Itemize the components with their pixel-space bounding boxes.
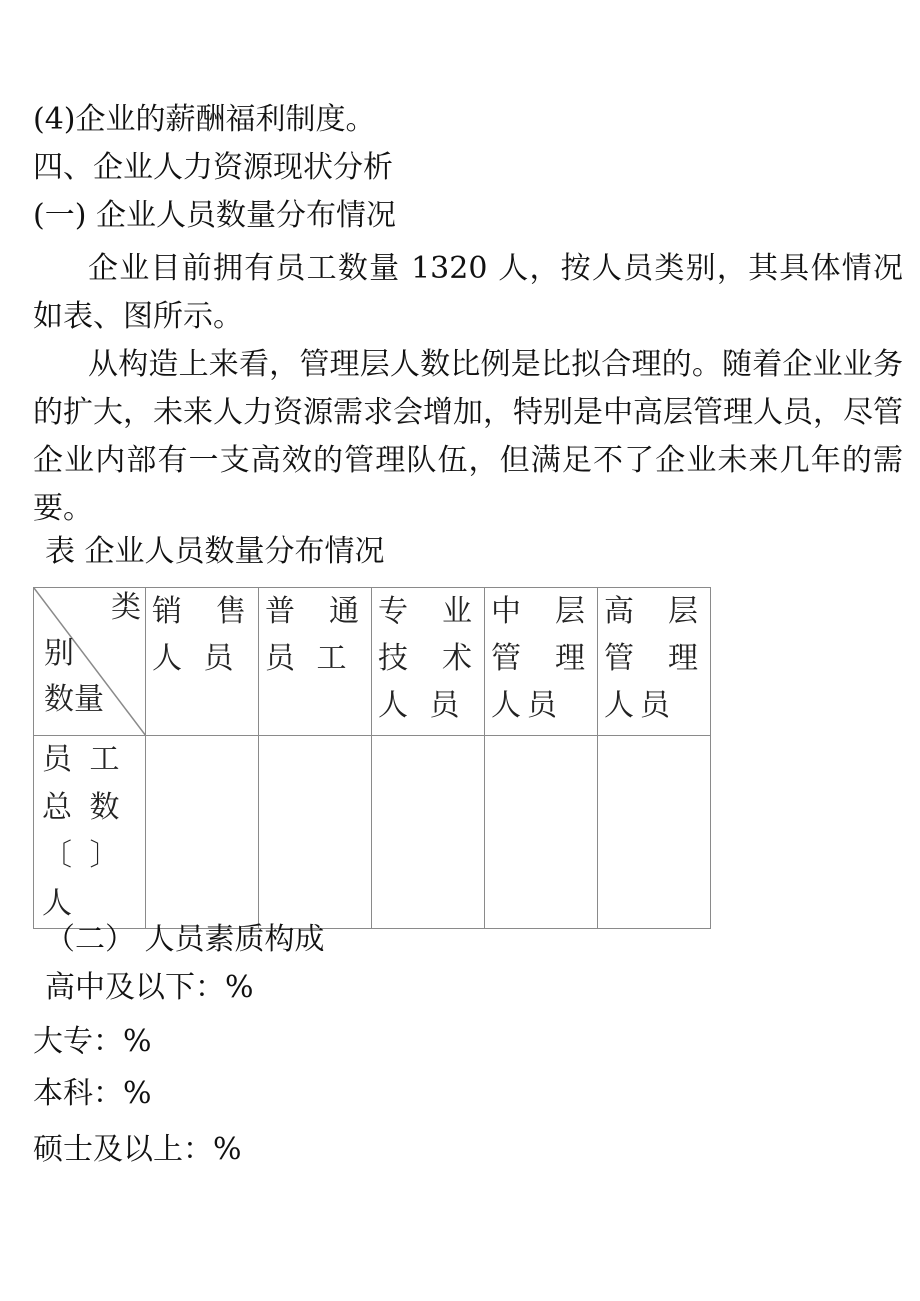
table-corner-cell (34, 588, 146, 736)
cell-senior-management[interactable] (598, 736, 711, 929)
column-header-middle-management: 中 层 管 理 人员 (485, 588, 598, 736)
stat-master-above: 硕士及以上：% (33, 1132, 242, 1167)
cell-technical[interactable] (372, 736, 485, 929)
stat-college: 大专：% (33, 1024, 152, 1059)
corner-label-bottom: 数量 (44, 682, 104, 717)
column-header-sales: 销 售 人 员 (146, 588, 259, 736)
column-header-general-staff: 普 通 员 工 (259, 588, 372, 736)
table-caption: 表 企业人员数量分布情况 (45, 534, 385, 569)
stat-bachelor: 本科：% (33, 1076, 152, 1111)
cell-sales[interactable] (146, 736, 259, 929)
cell-general-staff[interactable] (259, 736, 372, 929)
subsection-title-quantity: (一) 企业人员数量分布情况 (33, 198, 396, 233)
table-row (34, 736, 711, 929)
table-header-row (34, 588, 711, 736)
column-header-technical: 专 业 技 术 人 员 (372, 588, 485, 736)
row-label-total: 员 工 总 数 〔 〕 人 (34, 736, 146, 929)
corner-label-mid: 别 (44, 636, 74, 671)
staff-distribution-table (33, 587, 711, 929)
subsection-title-quality: （二） 人员素质构成 (45, 922, 325, 957)
paragraph-structure-analysis: 从构造上来看，管理层人数比例是比拟合理的。随着企业业务的扩大，未来人力资源需求会增加，特别是中高层管理人员，尽管企业内部有一支高效的管理队伍，但满足不了企业未来几年的需要。 (33, 347, 903, 526)
section-title: 四、企业人力资源现状分析 (33, 150, 393, 185)
cell-middle-management[interactable] (485, 736, 598, 929)
heading-salary-system: (4)企业的薪酬福利制度。 (33, 102, 376, 137)
column-header-senior-management: 高 层 管 理 人员 (598, 588, 711, 736)
corner-label-top: 类 (111, 590, 141, 625)
paragraph-employee-count: 企业目前拥有员工数量 1320 人，按人员类别，其具体情况如表、图所示。 (33, 251, 903, 334)
stat-high-school: 高中及以下：% (45, 970, 254, 1005)
